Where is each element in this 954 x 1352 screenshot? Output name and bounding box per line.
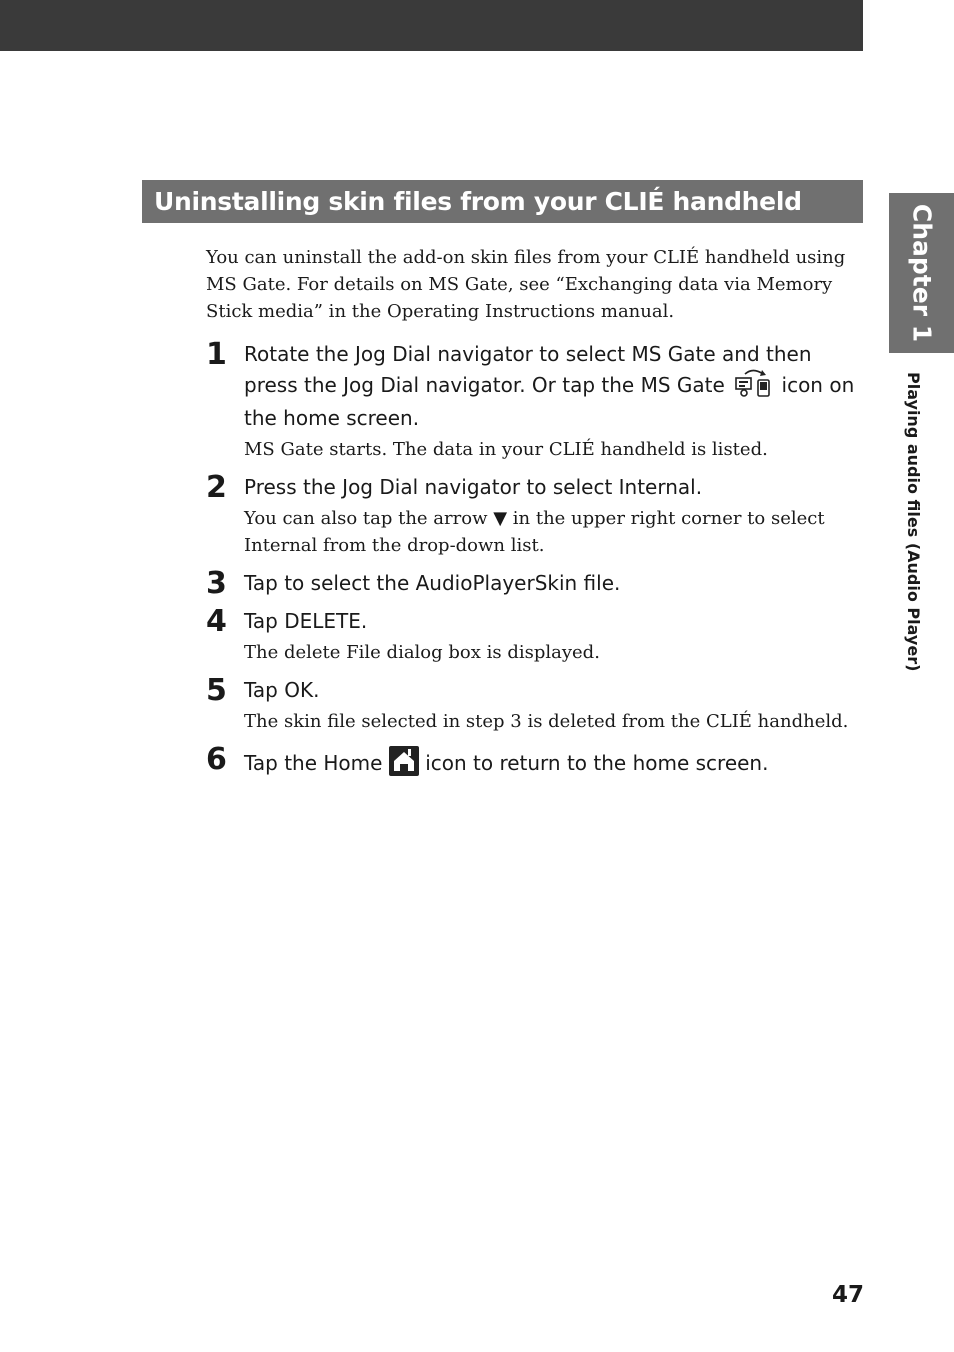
step-title-text-cont: icon on the home screen. <box>244 373 855 430</box>
step-number: 6 <box>206 742 227 777</box>
chapter-side-label: Playing audio files (Audio Player) <box>904 372 923 672</box>
page-number: 47 <box>832 1282 865 1308</box>
step-2 <box>206 471 856 559</box>
step-4 <box>206 605 856 666</box>
step-title: Tap OK. <box>244 678 320 702</box>
step-title-text: Rotate the Jog Dial navigator to select MS Gate and then press the Jog Dial navigator. Or tap the MS Gate <box>244 342 812 397</box>
step-number: 3 <box>206 566 227 601</box>
intro-text: You can uninstall the add-on skin files from your CLIÉ handheld using MS Gate. For details on MS Gate, see “Exchanging data via Memory Stick media” in the Operating Instructions manual. <box>206 247 846 322</box>
chapter-tab-label: Chapter 1 <box>907 203 936 343</box>
step-1 <box>206 338 856 463</box>
step-number: 5 <box>206 673 227 708</box>
intro-paragraph <box>206 244 856 325</box>
step-title-text: Tap the Home <box>244 751 383 775</box>
step-title <box>244 743 856 783</box>
step-note: You can also tap the arrow ▼ in the upper right corner to select Internal from the drop-down list. <box>244 508 825 556</box>
home-icon <box>389 746 419 783</box>
step-note: The skin file selected in step 3 is deleted from the CLIÉ handheld. <box>244 711 849 732</box>
header-bar <box>0 0 863 51</box>
step-title <box>244 338 856 432</box>
step-number: 1 <box>206 337 227 372</box>
step-list <box>206 338 856 783</box>
step-5 <box>206 674 856 735</box>
ms-gate-icon <box>731 368 775 405</box>
step-title: Press the Jog Dial navigator to select Internal. <box>244 475 703 499</box>
step-note: The delete File dialog box is displayed. <box>244 642 600 663</box>
step-3 <box>206 566 856 601</box>
section-title: Uninstalling skin files from your CLIÉ handheld <box>142 180 863 223</box>
step-6 <box>206 743 856 783</box>
step-title: Tap to select the AudioPlayerSkin file. <box>244 571 621 595</box>
step-number: 4 <box>206 604 227 639</box>
step-number: 2 <box>206 470 227 505</box>
step-note: MS Gate starts. The data in your CLIÉ handheld is listed. <box>244 439 768 460</box>
step-title: Tap DELETE. <box>244 609 368 633</box>
chapter-tab <box>889 193 954 353</box>
step-title-text-cont: icon to return to the home screen. <box>425 751 769 775</box>
